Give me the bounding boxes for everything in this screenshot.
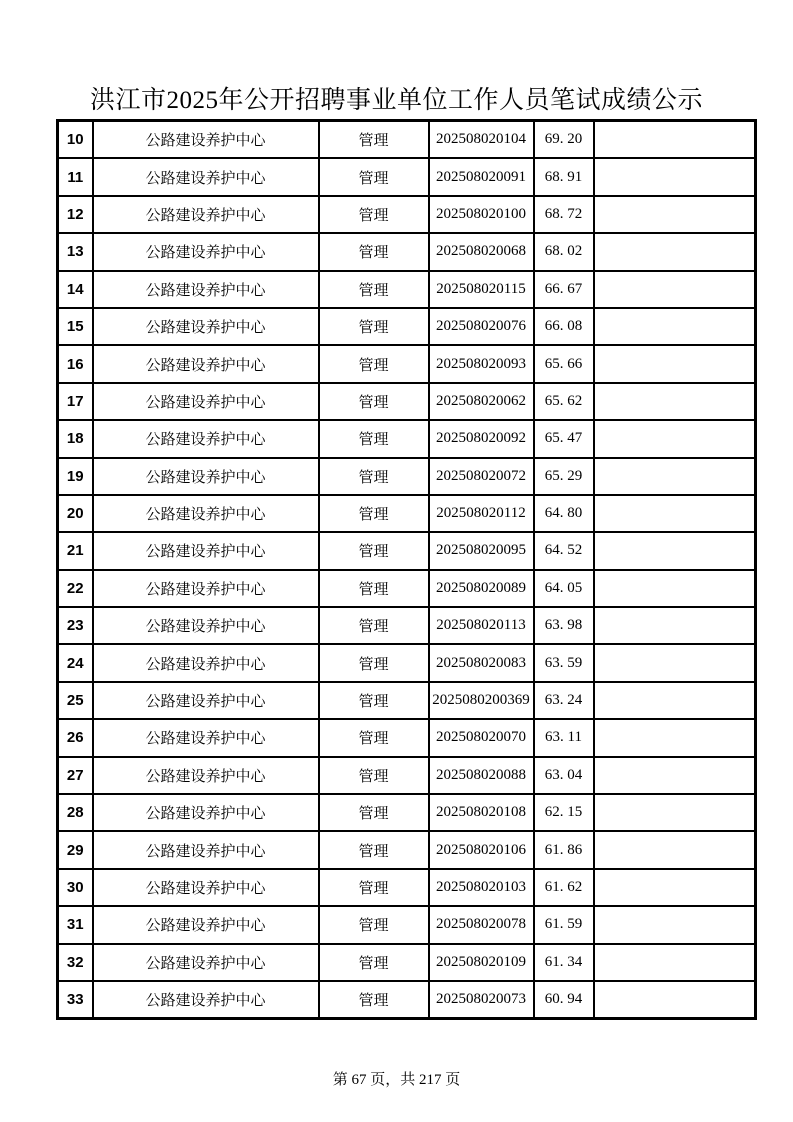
cell-remark bbox=[594, 981, 756, 1019]
table-row bbox=[58, 794, 756, 831]
cell-exam_no: 202508020070 bbox=[429, 719, 534, 756]
cell-position: 管理 bbox=[319, 607, 429, 644]
cell-no: 20 bbox=[58, 495, 93, 532]
cell-position: 管理 bbox=[319, 869, 429, 906]
table-row bbox=[58, 719, 756, 756]
table-row bbox=[58, 345, 756, 382]
table-row bbox=[58, 644, 756, 681]
cell-unit: 公路建设养护中心 bbox=[93, 383, 319, 420]
cell-exam_no: 202508020100 bbox=[429, 196, 534, 233]
cell-exam_no: 202508020073 bbox=[429, 981, 534, 1019]
cell-remark bbox=[594, 158, 756, 195]
cell-exam_no: 202508020092 bbox=[429, 420, 534, 457]
cell-remark bbox=[594, 345, 756, 382]
table-row bbox=[58, 607, 756, 644]
cell-no: 17 bbox=[58, 383, 93, 420]
cell-position: 管理 bbox=[319, 831, 429, 868]
cell-no: 33 bbox=[58, 981, 93, 1019]
table-row bbox=[58, 196, 756, 233]
cell-no: 12 bbox=[58, 196, 93, 233]
cell-score: 66. 08 bbox=[534, 308, 594, 345]
cell-score: 64. 80 bbox=[534, 495, 594, 532]
table-row bbox=[58, 869, 756, 906]
cell-unit: 公路建设养护中心 bbox=[93, 719, 319, 756]
cell-score: 60. 94 bbox=[534, 981, 594, 1019]
cell-exam_no: 202508020104 bbox=[429, 121, 534, 159]
cell-position: 管理 bbox=[319, 383, 429, 420]
cell-unit: 公路建设养护中心 bbox=[93, 869, 319, 906]
cell-no: 26 bbox=[58, 719, 93, 756]
page-number: 第 67 页，共 217 页 bbox=[332, 1072, 461, 1088]
cell-remark bbox=[594, 869, 756, 906]
cell-no: 29 bbox=[58, 831, 93, 868]
cell-score: 61. 59 bbox=[534, 906, 594, 943]
cell-unit: 公路建设养护中心 bbox=[93, 308, 319, 345]
cell-score: 66. 67 bbox=[534, 271, 594, 308]
cell-no: 27 bbox=[58, 757, 93, 794]
cell-position: 管理 bbox=[319, 158, 429, 195]
cell-exam_no: 202508020062 bbox=[429, 383, 534, 420]
table-row bbox=[58, 383, 756, 420]
cell-exam_no: 202508020112 bbox=[429, 495, 534, 532]
table-row bbox=[58, 831, 756, 868]
cell-no: 13 bbox=[58, 233, 93, 270]
cell-remark bbox=[594, 831, 756, 868]
cell-exam_no: 202508020115 bbox=[429, 271, 534, 308]
cell-unit: 公路建设养护中心 bbox=[93, 158, 319, 195]
cell-unit: 公路建设养护中心 bbox=[93, 121, 319, 159]
cell-exam_no: 202508020083 bbox=[429, 644, 534, 681]
cell-score: 64. 05 bbox=[534, 570, 594, 607]
cell-exam_no: 202508020091 bbox=[429, 158, 534, 195]
cell-exam_no: 202508020076 bbox=[429, 308, 534, 345]
table-row bbox=[58, 532, 756, 569]
cell-exam_no: 202508020089 bbox=[429, 570, 534, 607]
cell-no: 16 bbox=[58, 345, 93, 382]
cell-position: 管理 bbox=[319, 458, 429, 495]
cell-exam_no: 202508020078 bbox=[429, 906, 534, 943]
table-row bbox=[58, 233, 756, 270]
cell-no: 25 bbox=[58, 682, 93, 719]
cell-position: 管理 bbox=[319, 682, 429, 719]
cell-remark bbox=[594, 570, 756, 607]
cell-no: 14 bbox=[58, 271, 93, 308]
cell-unit: 公路建设养护中心 bbox=[93, 233, 319, 270]
cell-position: 管理 bbox=[319, 981, 429, 1019]
table-row bbox=[58, 458, 756, 495]
score-table bbox=[56, 119, 757, 1020]
cell-score: 65. 66 bbox=[534, 345, 594, 382]
cell-position: 管理 bbox=[319, 233, 429, 270]
table-row bbox=[58, 271, 756, 308]
table-row bbox=[58, 158, 756, 195]
cell-unit: 公路建设养护中心 bbox=[93, 794, 319, 831]
cell-remark bbox=[594, 757, 756, 794]
cell-exam_no: 202508020103 bbox=[429, 869, 534, 906]
cell-score: 68. 02 bbox=[534, 233, 594, 270]
cell-no: 32 bbox=[58, 944, 93, 981]
cell-remark bbox=[594, 271, 756, 308]
cell-unit: 公路建设养护中心 bbox=[93, 271, 319, 308]
cell-score: 61. 86 bbox=[534, 831, 594, 868]
table-row bbox=[58, 981, 756, 1019]
cell-position: 管理 bbox=[319, 794, 429, 831]
cell-no: 11 bbox=[58, 158, 93, 195]
cell-remark bbox=[594, 420, 756, 457]
cell-exam_no: 202508020068 bbox=[429, 233, 534, 270]
cell-unit: 公路建设养护中心 bbox=[93, 944, 319, 981]
cell-position: 管理 bbox=[319, 345, 429, 382]
cell-no: 10 bbox=[58, 121, 93, 159]
cell-position: 管理 bbox=[319, 906, 429, 943]
cell-unit: 公路建设养护中心 bbox=[93, 981, 319, 1019]
cell-unit: 公路建设养护中心 bbox=[93, 906, 319, 943]
cell-unit: 公路建设养护中心 bbox=[93, 532, 319, 569]
cell-position: 管理 bbox=[319, 420, 429, 457]
document-title: 洪江市2025年公开招聘事业单位工作人员笔试成绩公示 bbox=[89, 87, 703, 114]
cell-unit: 公路建设养护中心 bbox=[93, 345, 319, 382]
cell-unit: 公路建设养护中心 bbox=[93, 458, 319, 495]
cell-no: 15 bbox=[58, 308, 93, 345]
cell-exam_no: 202508020088 bbox=[429, 757, 534, 794]
cell-remark bbox=[594, 607, 756, 644]
cell-unit: 公路建设养护中心 bbox=[93, 607, 319, 644]
cell-score: 63. 24 bbox=[534, 682, 594, 719]
cell-remark bbox=[594, 383, 756, 420]
cell-unit: 公路建设养护中心 bbox=[93, 831, 319, 868]
cell-score: 69. 20 bbox=[534, 121, 594, 159]
cell-remark bbox=[594, 308, 756, 345]
cell-score: 63. 59 bbox=[534, 644, 594, 681]
cell-remark bbox=[594, 458, 756, 495]
table-row bbox=[58, 420, 756, 457]
cell-score: 63. 98 bbox=[534, 607, 594, 644]
cell-unit: 公路建设养护中心 bbox=[93, 757, 319, 794]
cell-no: 19 bbox=[58, 458, 93, 495]
cell-position: 管理 bbox=[319, 308, 429, 345]
cell-exam_no: 202508020095 bbox=[429, 532, 534, 569]
cell-unit: 公路建设养护中心 bbox=[93, 420, 319, 457]
cell-unit: 公路建设养护中心 bbox=[93, 682, 319, 719]
cell-remark bbox=[594, 944, 756, 981]
cell-position: 管理 bbox=[319, 495, 429, 532]
cell-score: 64. 52 bbox=[534, 532, 594, 569]
cell-exam_no: 202508020113 bbox=[429, 607, 534, 644]
cell-no: 28 bbox=[58, 794, 93, 831]
cell-unit: 公路建设养护中心 bbox=[93, 495, 319, 532]
cell-position: 管理 bbox=[319, 271, 429, 308]
cell-remark bbox=[594, 794, 756, 831]
cell-exam_no: 2025080200369 bbox=[429, 682, 534, 719]
cell-position: 管理 bbox=[319, 757, 429, 794]
cell-position: 管理 bbox=[319, 644, 429, 681]
cell-score: 63. 11 bbox=[534, 719, 594, 756]
cell-exam_no: 202508020093 bbox=[429, 345, 534, 382]
table-row bbox=[58, 121, 756, 159]
cell-position: 管理 bbox=[319, 532, 429, 569]
cell-no: 24 bbox=[58, 644, 93, 681]
table-row bbox=[58, 570, 756, 607]
cell-position: 管理 bbox=[319, 719, 429, 756]
cell-no: 18 bbox=[58, 420, 93, 457]
cell-score: 65. 29 bbox=[534, 458, 594, 495]
cell-unit: 公路建设养护中心 bbox=[93, 570, 319, 607]
table-row bbox=[58, 906, 756, 943]
cell-unit: 公路建设养护中心 bbox=[93, 196, 319, 233]
cell-position: 管理 bbox=[319, 121, 429, 159]
table-row bbox=[58, 495, 756, 532]
cell-no: 30 bbox=[58, 869, 93, 906]
table-row bbox=[58, 682, 756, 719]
score-table-body bbox=[58, 121, 756, 1019]
cell-no: 21 bbox=[58, 532, 93, 569]
cell-score: 65. 47 bbox=[534, 420, 594, 457]
table-row bbox=[58, 757, 756, 794]
cell-score: 63. 04 bbox=[534, 757, 594, 794]
cell-exam_no: 202508020108 bbox=[429, 794, 534, 831]
table-row bbox=[58, 308, 756, 345]
cell-remark bbox=[594, 532, 756, 569]
cell-score: 62. 15 bbox=[534, 794, 594, 831]
cell-exam_no: 202508020072 bbox=[429, 458, 534, 495]
cell-score: 68. 91 bbox=[534, 158, 594, 195]
cell-remark bbox=[594, 644, 756, 681]
cell-exam_no: 202508020109 bbox=[429, 944, 534, 981]
cell-score: 68. 72 bbox=[534, 196, 594, 233]
cell-remark bbox=[594, 233, 756, 270]
cell-score: 61. 62 bbox=[534, 869, 594, 906]
cell-remark bbox=[594, 495, 756, 532]
cell-no: 23 bbox=[58, 607, 93, 644]
cell-exam_no: 202508020106 bbox=[429, 831, 534, 868]
cell-remark bbox=[594, 196, 756, 233]
cell-remark bbox=[594, 906, 756, 943]
cell-no: 22 bbox=[58, 570, 93, 607]
cell-position: 管理 bbox=[319, 570, 429, 607]
cell-score: 61. 34 bbox=[534, 944, 594, 981]
cell-position: 管理 bbox=[319, 196, 429, 233]
cell-unit: 公路建设养护中心 bbox=[93, 644, 319, 681]
table-row bbox=[58, 944, 756, 981]
cell-remark bbox=[594, 121, 756, 159]
cell-no: 31 bbox=[58, 906, 93, 943]
cell-remark bbox=[594, 719, 756, 756]
cell-remark bbox=[594, 682, 756, 719]
cell-score: 65. 62 bbox=[534, 383, 594, 420]
cell-position: 管理 bbox=[319, 944, 429, 981]
